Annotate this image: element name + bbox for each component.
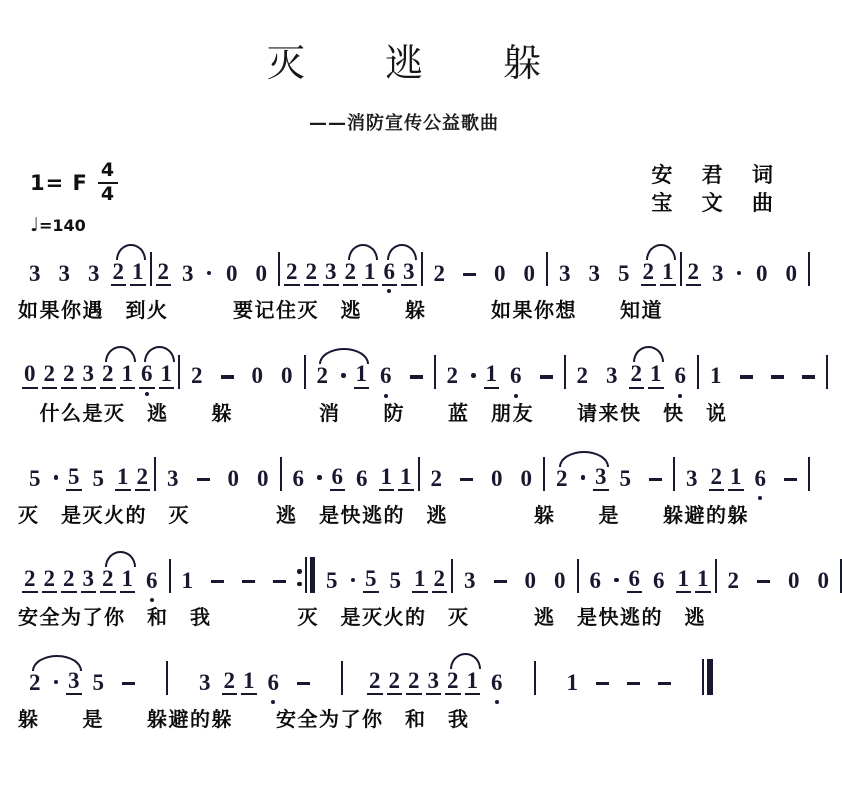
dash-note: [627, 682, 640, 685]
note: 0: [226, 261, 238, 286]
dash-note: [197, 478, 210, 481]
dash-note: [784, 478, 797, 481]
notes-row: [18, 448, 790, 491]
measure: [156, 450, 280, 491]
note: 1: [241, 668, 257, 695]
note: 2: [641, 259, 657, 286]
note: 6: [267, 670, 279, 696]
note: 3: [199, 670, 211, 696]
augmentation-dot: [737, 271, 742, 276]
note: 0: [817, 567, 829, 593]
lyrics-line: 灭 是灭火的 灭 逃 是快逃的 逃 躲 是 躲避的躲: [18, 502, 749, 527]
note: 2: [446, 363, 458, 389]
note: 5: [389, 567, 401, 593]
note: 0: [255, 261, 267, 286]
measure: [556, 654, 683, 695]
note: 2: [42, 566, 58, 593]
barline: [808, 457, 810, 491]
measure: [18, 243, 150, 286]
note: 2: [406, 668, 422, 695]
note: 3: [712, 261, 724, 286]
measure: [436, 345, 564, 388]
measure: [579, 550, 715, 593]
note: 1: [695, 566, 711, 593]
repeat-barline: [297, 557, 315, 593]
note: 5: [326, 567, 338, 593]
slur-arc: [105, 346, 136, 362]
note: 0: [22, 361, 38, 388]
dash-note: [658, 682, 671, 685]
note: 2: [433, 261, 445, 286]
note: 3: [323, 259, 339, 286]
dash-note: [211, 580, 224, 583]
note: 0: [524, 567, 536, 593]
lyrics-line: 安全为了你 和 我 灭 是灭火的 灭 逃 是快逃的 逃: [18, 605, 706, 630]
note: 1: [465, 668, 481, 695]
note: 0: [788, 567, 800, 593]
note: 2: [191, 363, 203, 389]
score-line: [18, 448, 790, 528]
note: 5: [92, 670, 104, 696]
note: 2: [22, 566, 38, 593]
measure: [188, 652, 321, 695]
page-subtitle: ——消防宣传公益歌曲: [309, 113, 499, 134]
score: [18, 243, 829, 732]
note: 2: [686, 259, 702, 286]
measure: [315, 550, 451, 593]
note: 3: [88, 261, 100, 286]
measure: [152, 243, 279, 286]
note: 6: [653, 567, 665, 593]
note: 6: [754, 465, 766, 491]
slur-arc: [450, 653, 481, 669]
slur-arc: [387, 244, 417, 260]
measure: [682, 243, 809, 286]
note: 2: [343, 259, 359, 286]
note: 1: [354, 361, 370, 388]
note: 2: [727, 567, 739, 593]
dash-note: [649, 478, 662, 481]
note: 1: [484, 361, 500, 388]
note: 3: [464, 567, 476, 593]
note: 2: [367, 668, 383, 695]
note: 1: [362, 259, 378, 286]
note: 0: [494, 261, 506, 286]
note: 3: [593, 464, 609, 491]
note: 2: [61, 361, 77, 388]
dash-note: [540, 375, 553, 378]
note: 3: [559, 261, 571, 286]
note: 2: [222, 668, 238, 695]
slur-arc: [633, 346, 664, 362]
score-line: [18, 652, 790, 732]
note: 2: [709, 464, 725, 491]
note: 2: [156, 259, 172, 286]
note: 3: [58, 261, 70, 286]
note: 3: [167, 465, 179, 491]
dash-note: [596, 682, 609, 685]
quarter-note-icon: ♩: [30, 213, 39, 236]
key-label: 1= F: [30, 170, 88, 195]
score-line: [18, 550, 829, 630]
measure: [180, 347, 304, 388]
measure: [18, 448, 154, 491]
measure: [717, 552, 841, 593]
note: 0: [227, 465, 239, 491]
barline: [166, 661, 168, 695]
note: 6: [627, 566, 643, 593]
note: 3: [182, 261, 194, 286]
tempo-value: =140: [38, 215, 86, 235]
note: 1: [566, 670, 578, 696]
note: 1: [412, 566, 428, 593]
note: 6: [382, 259, 398, 286]
barline: [826, 355, 828, 389]
key-signature: [30, 161, 118, 205]
note: 6: [380, 363, 392, 389]
dash-note: [463, 273, 476, 276]
dash-note: [221, 375, 234, 378]
repeat-dots: [297, 569, 302, 586]
note: 2: [29, 670, 41, 696]
note: 2: [284, 259, 300, 286]
note: 0: [281, 363, 293, 389]
barline: [534, 661, 536, 695]
note: 1: [660, 259, 676, 286]
augmentation-dot: [341, 373, 346, 378]
augmentation-dot: [54, 680, 59, 685]
note: 0: [756, 261, 768, 286]
dash-note: [297, 682, 310, 685]
note: 2: [42, 361, 58, 388]
note: 3: [81, 361, 97, 388]
measure: [171, 552, 298, 593]
note: 2: [445, 668, 461, 695]
note: 3: [66, 668, 82, 695]
dash-note: [460, 478, 473, 481]
note: 1: [181, 567, 193, 593]
slur-arc: [144, 346, 175, 362]
page-title: 灭 逃 躲: [266, 41, 576, 85]
measure: [545, 448, 673, 491]
dash-note: [242, 580, 255, 583]
note: 1: [676, 566, 692, 593]
barline: [808, 252, 810, 286]
notes-row: [18, 550, 829, 593]
measure: [306, 345, 434, 388]
dash-note: [757, 580, 770, 583]
credit-composer: 宝 文 曲: [651, 191, 784, 216]
note: 2: [387, 668, 403, 695]
note: 1: [120, 361, 136, 388]
note: 6: [589, 567, 601, 593]
note: 1: [115, 464, 131, 491]
slur-arc: [348, 244, 378, 260]
lyrics-line: 什么是灭 逃 躲 消 防 蓝 朋友 请来快 快 说: [18, 400, 728, 425]
augmentation-dot: [471, 373, 476, 378]
note: 1: [379, 464, 395, 491]
note: 6: [139, 361, 155, 388]
time-signature-upper: 4: [98, 161, 118, 184]
note: 5: [363, 566, 379, 593]
note: 2: [432, 566, 448, 593]
dash-note: [771, 375, 784, 378]
note: 0: [785, 261, 797, 286]
measure: [423, 245, 547, 286]
slur-arc: [105, 551, 136, 567]
note: 2: [316, 363, 328, 389]
barline: [305, 557, 307, 593]
final-barline: [702, 659, 713, 695]
note: 1: [120, 566, 136, 593]
note: 6: [491, 670, 503, 696]
dash-note: [410, 375, 423, 378]
note: 3: [606, 363, 618, 389]
note: 1: [728, 464, 744, 491]
augmentation-dot: [581, 475, 586, 480]
dash-note: [494, 580, 507, 583]
note: 2: [135, 464, 151, 491]
note: 2: [304, 259, 320, 286]
note: 3: [426, 668, 442, 695]
measure: [420, 450, 544, 491]
augmentation-dot: [54, 475, 59, 480]
note: 6: [674, 363, 686, 389]
slur-arc: [646, 244, 676, 260]
note: 5: [29, 465, 41, 491]
key-tempo-block: [30, 161, 118, 236]
note: 2: [556, 465, 568, 491]
score-line: [18, 243, 797, 323]
note: 1: [398, 464, 414, 491]
score-line: [18, 345, 790, 425]
augmentation-dot: [317, 475, 322, 480]
note: 2: [61, 566, 77, 593]
measure: [548, 243, 680, 286]
note: 6: [292, 465, 304, 491]
note: 2: [430, 465, 442, 491]
note: 5: [619, 465, 631, 491]
note: 3: [686, 465, 698, 491]
note: 6: [356, 465, 368, 491]
augmentation-dot: [207, 271, 212, 276]
note: 3: [401, 259, 417, 286]
measure: [280, 243, 421, 286]
barline: [341, 661, 343, 695]
note: 2: [100, 361, 116, 388]
measure: [566, 345, 698, 388]
note: 2: [629, 361, 645, 388]
note: 1: [648, 361, 664, 388]
note: 0: [554, 567, 566, 593]
note: 0: [251, 363, 263, 389]
measure: [18, 345, 178, 388]
slur-arc: [116, 244, 146, 260]
measure: [18, 652, 146, 695]
note: 0: [257, 465, 269, 491]
measure: [18, 550, 169, 593]
note: 1: [130, 259, 146, 286]
note: 0: [520, 465, 532, 491]
note: 1: [159, 361, 175, 388]
credit-lyricist: 安 君 词: [651, 163, 784, 187]
note: 2: [111, 259, 127, 286]
time-signature: [98, 161, 118, 205]
note: 6: [510, 363, 522, 389]
note: 0: [523, 261, 535, 286]
note: 5: [92, 465, 104, 491]
measure: [363, 652, 514, 695]
measure: [675, 448, 808, 491]
note: 0: [491, 465, 503, 491]
dash-note: [273, 580, 286, 583]
notes-row: [18, 345, 790, 388]
augmentation-dot: [351, 578, 356, 583]
note: 2: [576, 363, 588, 389]
note: 5: [618, 261, 630, 286]
note: 1: [710, 363, 722, 389]
note: 6: [330, 464, 346, 491]
lyrics-line: 躲 是 躲避的躲 安全为了你 和 我: [18, 707, 470, 732]
note: 5: [66, 464, 82, 491]
note: 3: [81, 566, 97, 593]
note: 6: [146, 567, 158, 593]
note: 3: [588, 261, 600, 286]
time-signature-lower: 4: [100, 182, 116, 205]
dash-note: [740, 375, 753, 378]
barline-thick: [707, 659, 713, 695]
dash-note: [122, 682, 135, 685]
note: 3: [29, 261, 41, 286]
lyrics-line: 如果你遇 到火 要记住灭 逃 躲 如果你想 知道: [18, 298, 663, 323]
dash-note: [802, 375, 815, 378]
note: 2: [100, 566, 116, 593]
credits-block: [651, 161, 784, 218]
notes-row: [18, 243, 797, 286]
notes-row: [18, 652, 578, 696]
measure: [453, 552, 577, 593]
tempo-marking: [30, 214, 118, 236]
measure: [282, 448, 418, 491]
barline: [702, 659, 704, 695]
meta-row: [30, 159, 784, 239]
measure: [699, 347, 826, 388]
augmentation-dot: [614, 578, 619, 583]
